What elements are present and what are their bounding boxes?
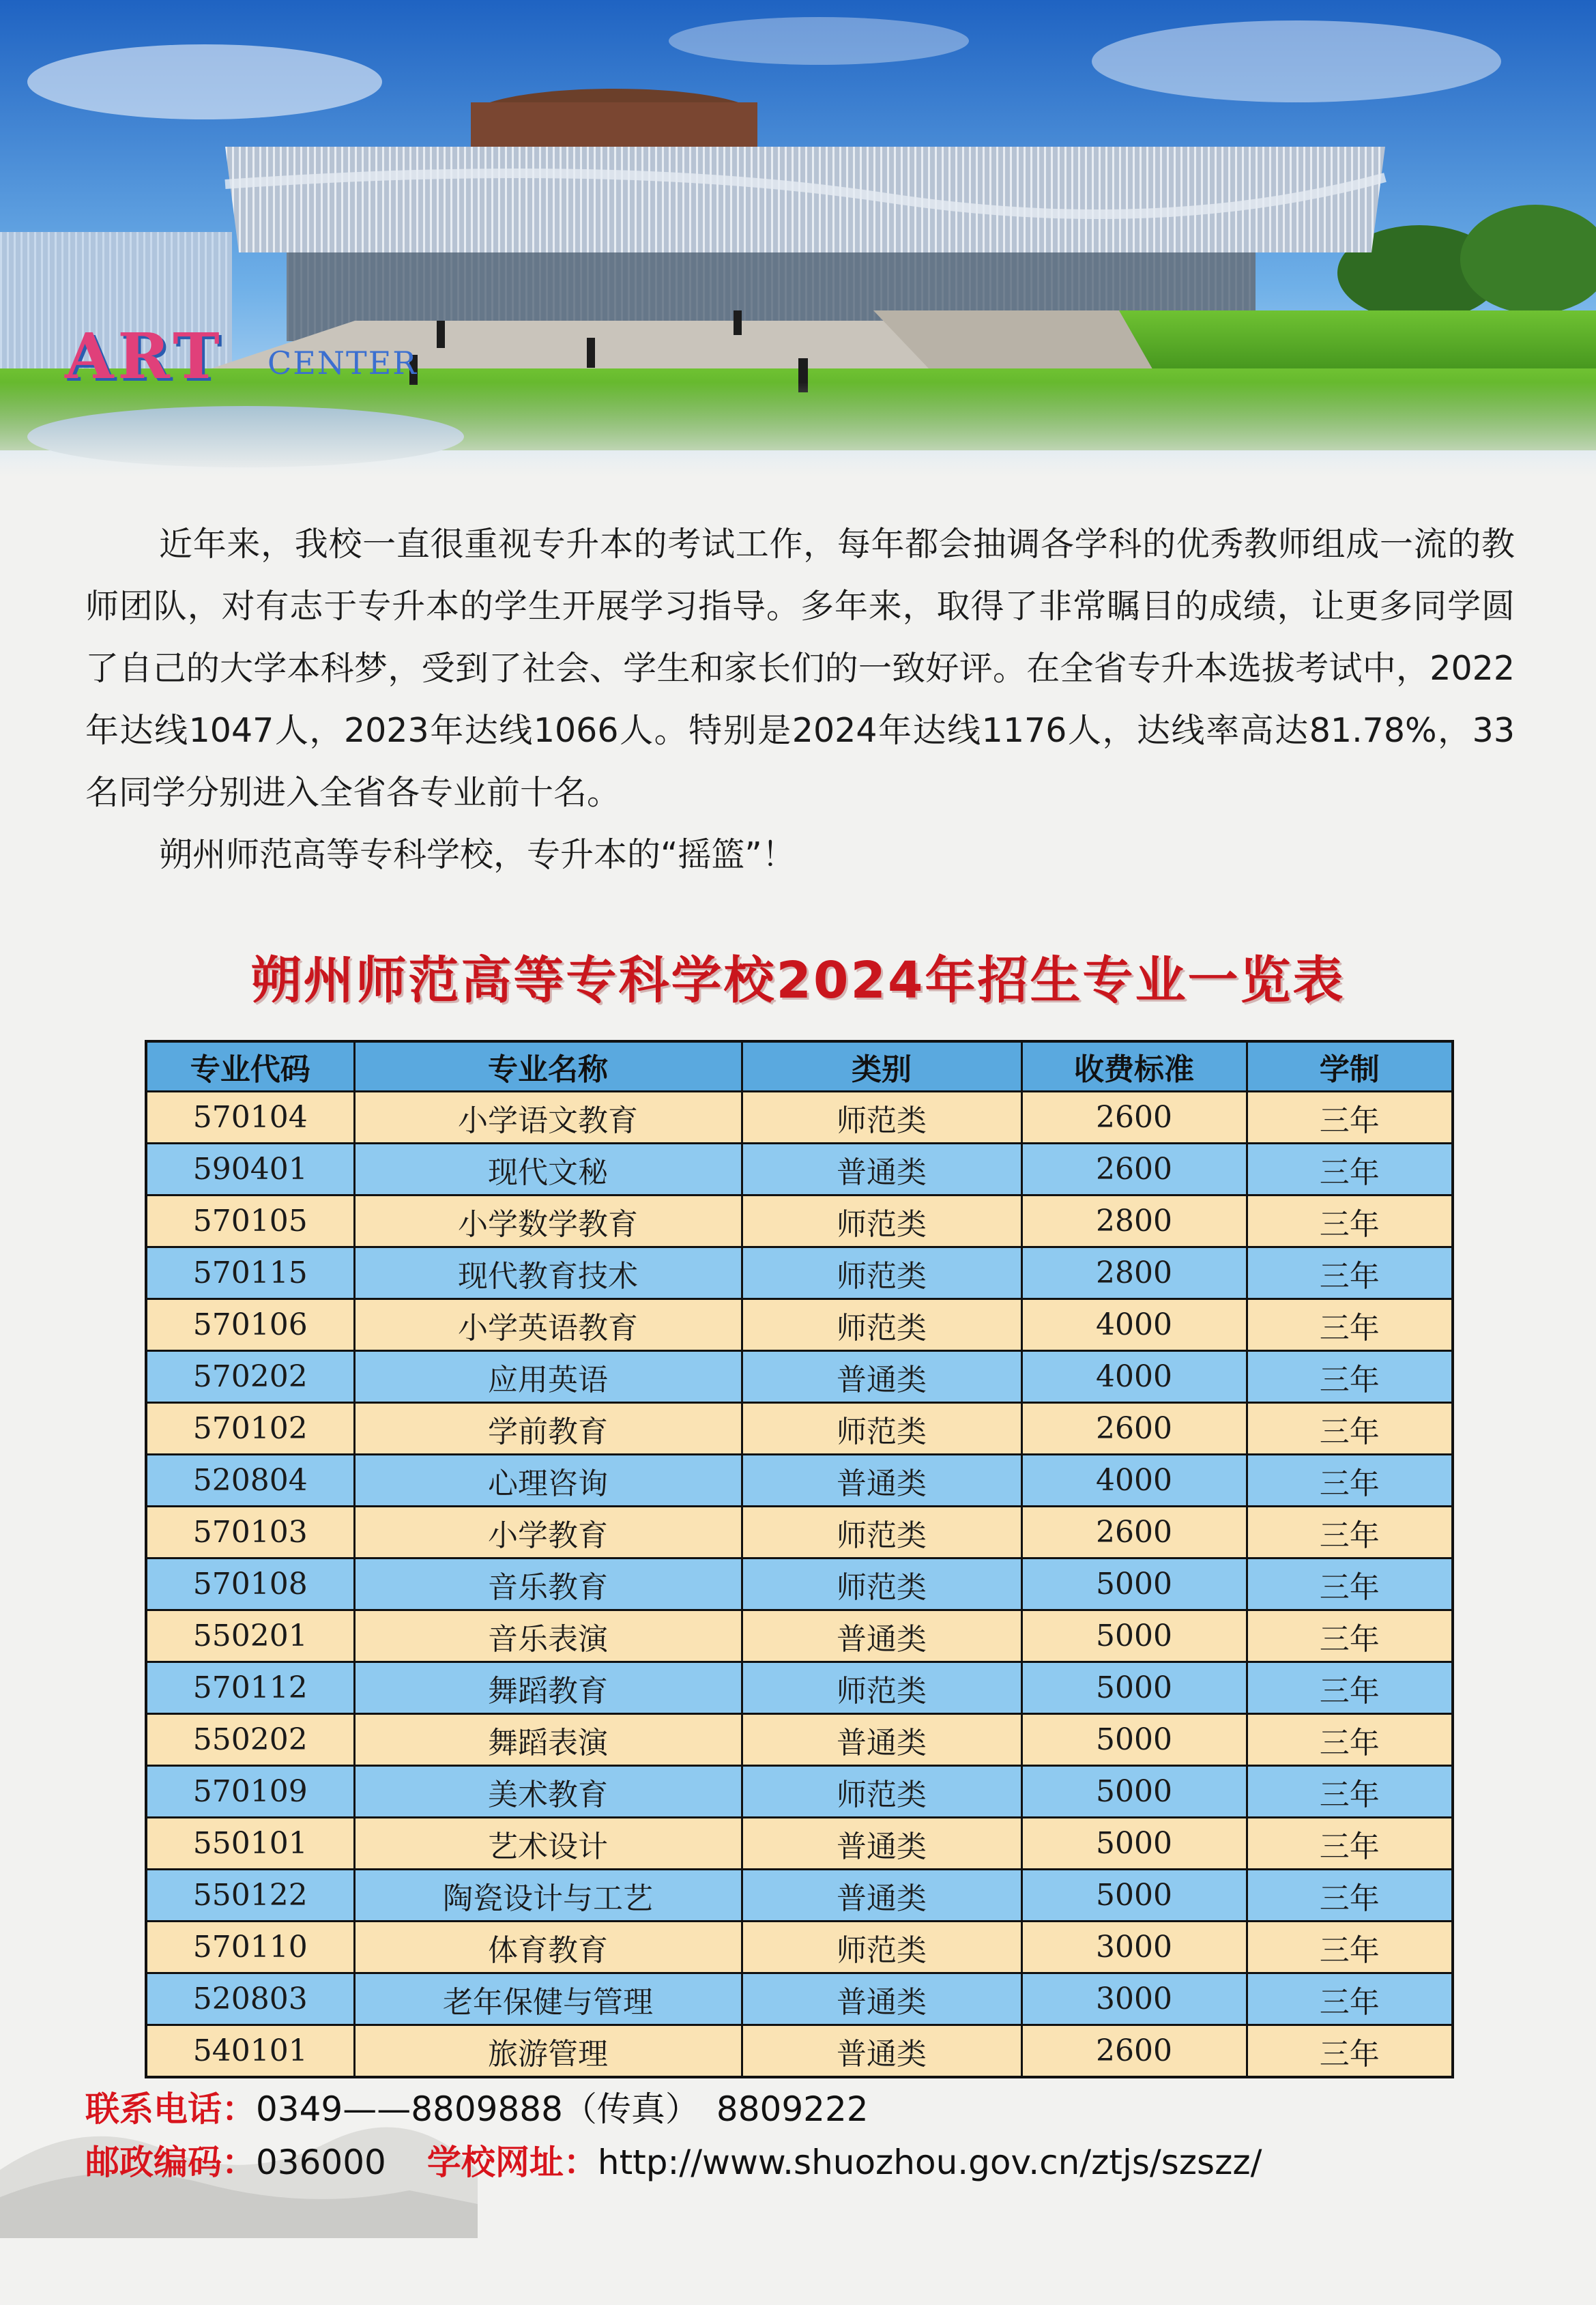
- phone-label: 联系电话：: [85, 2089, 256, 2129]
- header-major-name: 专业名称: [354, 1041, 742, 1092]
- cell-code: 570105: [146, 1195, 354, 1247]
- cell-duration: 三年: [1247, 1766, 1453, 1818]
- table-row: [146, 1559, 1453, 1610]
- cell-name: 舞蹈教育: [354, 1662, 742, 1714]
- cell-category: 师范类: [742, 1766, 1021, 1818]
- cell-code: 550202: [146, 1714, 354, 1766]
- cell-fee: 4000: [1021, 1299, 1247, 1351]
- cell-name: 舞蹈表演: [354, 1714, 742, 1766]
- intro-paragraph-2: 朔州师范高等专科学校，专升本的“摇篮”！: [159, 835, 796, 874]
- cell-code: 570106: [146, 1299, 354, 1351]
- cell-category: 师范类: [742, 1922, 1021, 1973]
- cell-category: 普通类: [742, 1455, 1021, 1507]
- cell-code: 540101: [146, 2025, 354, 2078]
- cell-name: 小学语文教育: [354, 1092, 742, 1144]
- cell-category: 师范类: [742, 1403, 1021, 1455]
- cell-code: 570115: [146, 1247, 354, 1299]
- cell-fee: 4000: [1021, 1351, 1247, 1403]
- cell-duration: 三年: [1247, 1144, 1453, 1195]
- cell-fee: 4000: [1021, 1455, 1247, 1507]
- cell-name: 旅游管理: [354, 2025, 742, 2078]
- cell-duration: 三年: [1247, 1559, 1453, 1610]
- cell-code: 570202: [146, 1351, 354, 1403]
- cell-code: 550201: [146, 1610, 354, 1662]
- cell-category: 师范类: [742, 1299, 1021, 1351]
- cell-category: 普通类: [742, 1818, 1021, 1870]
- majors-table: [145, 1040, 1454, 2078]
- table-header-row: [146, 1041, 1453, 1092]
- cell-code: 570110: [146, 1922, 354, 1973]
- art-center-sign: ART: [65, 319, 224, 393]
- cell-name: 小学教育: [354, 1507, 742, 1559]
- cell-fee: 2800: [1021, 1247, 1247, 1299]
- table-row: [146, 1973, 1453, 2025]
- hero-banner: [0, 0, 1596, 478]
- header-duration: 学制: [1247, 1041, 1453, 1092]
- cell-category: 师范类: [742, 1092, 1021, 1144]
- cell-code: 520804: [146, 1455, 354, 1507]
- cell-fee: 2600: [1021, 2025, 1247, 2078]
- cell-code: 570108: [146, 1559, 354, 1610]
- cell-fee: 5000: [1021, 1559, 1247, 1610]
- table-row: [146, 1247, 1453, 1299]
- cell-category: 普通类: [742, 1973, 1021, 2025]
- header-fee: 收费标准: [1021, 1041, 1247, 1092]
- cell-category: 普通类: [742, 1714, 1021, 1766]
- contact-footer: [85, 2083, 1262, 2189]
- cell-duration: 三年: [1247, 1455, 1453, 1507]
- cell-category: 普通类: [742, 1870, 1021, 1922]
- cell-duration: 三年: [1247, 1662, 1453, 1714]
- cell-name: 老年保健与管理: [354, 1973, 742, 2025]
- cell-name: 美术教育: [354, 1766, 742, 1818]
- table-row: [146, 1870, 1453, 1922]
- cell-category: 普通类: [742, 1351, 1021, 1403]
- phone-value: 0349——8809888（传真） 8809222: [256, 2089, 869, 2129]
- cell-code: 570104: [146, 1092, 354, 1144]
- cell-category: 普通类: [742, 2025, 1021, 2078]
- website-label: 学校网址：: [426, 2143, 598, 2182]
- table-row: [146, 1351, 1453, 1403]
- cell-category: 师范类: [742, 1662, 1021, 1714]
- cell-duration: 三年: [1247, 1092, 1453, 1144]
- cell-duration: 三年: [1247, 1351, 1453, 1403]
- cell-fee: 2600: [1021, 1507, 1247, 1559]
- cell-duration: 三年: [1247, 1610, 1453, 1662]
- cell-duration: 三年: [1247, 1973, 1453, 2025]
- website-link[interactable]: http://www.shuozhou.gov.cn/ztjs/szszz/: [597, 2143, 1262, 2182]
- cell-name: 现代文秘: [354, 1144, 742, 1195]
- postcode-value: 036000: [256, 2143, 386, 2182]
- table-row: [146, 1403, 1453, 1455]
- cell-duration: 三年: [1247, 1870, 1453, 1922]
- header-category: 类别: [742, 1041, 1021, 1092]
- cell-fee: 2600: [1021, 1092, 1247, 1144]
- cell-fee: 5000: [1021, 1818, 1247, 1870]
- cell-name: 小学英语教育: [354, 1299, 742, 1351]
- cell-duration: 三年: [1247, 1247, 1453, 1299]
- cell-name: 心理咨询: [354, 1455, 742, 1507]
- cell-duration: 三年: [1247, 1714, 1453, 1766]
- cell-fee: 5000: [1021, 1870, 1247, 1922]
- cell-category: 师范类: [742, 1559, 1021, 1610]
- table-row: [146, 1714, 1453, 1766]
- intro-paragraph-1: 近年来，我校一直很重视专升本的考试工作，每年都会抽调各学科的优秀教师组成一流的教师团队，对有志于专升本的学生开展学习指导。多年来，取得了非常瞩目的成绩，让更多同学圆了自己的大学本科梦，受到了社会、学生和家长们的一致好评。在全省专升本选拔考试中，2022年达线1047人，2023年达线1066人。特别是2024年达线1176人，达线率高达81.78%，33名同学分别进入全省各专业前十名。: [85, 525, 1515, 812]
- cell-fee: 5000: [1021, 1766, 1247, 1818]
- cell-fee: 3000: [1021, 1922, 1247, 1973]
- art-center-sign-sub: CENTER: [267, 345, 418, 381]
- table-title: 朔州师范高等专科学校2024年招生专业一览表: [250, 951, 1346, 1010]
- postcode-label: 邮政编码：: [85, 2143, 256, 2182]
- cell-name: 小学数学教育: [354, 1195, 742, 1247]
- cell-category: 师范类: [742, 1195, 1021, 1247]
- cell-duration: 三年: [1247, 1818, 1453, 1870]
- table-row: [146, 1195, 1453, 1247]
- table-row: [146, 1092, 1453, 1144]
- table-row: [146, 1507, 1453, 1559]
- cell-code: 520803: [146, 1973, 354, 2025]
- cell-code: 570109: [146, 1766, 354, 1818]
- cell-code: 590401: [146, 1144, 354, 1195]
- header-major-code: 专业代码: [146, 1041, 354, 1092]
- cell-fee: 2600: [1021, 1403, 1247, 1455]
- table-row: [146, 1144, 1453, 1195]
- cell-name: 音乐表演: [354, 1610, 742, 1662]
- cell-name: 陶瓷设计与工艺: [354, 1870, 742, 1922]
- cell-fee: 2800: [1021, 1195, 1247, 1247]
- cell-name: 学前教育: [354, 1403, 742, 1455]
- cell-duration: 三年: [1247, 1299, 1453, 1351]
- cell-fee: 2600: [1021, 1144, 1247, 1195]
- table-row: [146, 1455, 1453, 1507]
- cell-category: 普通类: [742, 1144, 1021, 1195]
- cell-duration: 三年: [1247, 1195, 1453, 1247]
- intro-text: [85, 513, 1515, 886]
- cell-name: 应用英语: [354, 1351, 742, 1403]
- cell-name: 体育教育: [354, 1922, 742, 1973]
- cell-duration: 三年: [1247, 2025, 1453, 2078]
- cell-category: 师范类: [742, 1507, 1021, 1559]
- table-row: [146, 1299, 1453, 1351]
- cell-name: 艺术设计: [354, 1818, 742, 1870]
- cell-name: 音乐教育: [354, 1559, 742, 1610]
- table-row: [146, 1922, 1453, 1973]
- table-row: [146, 1766, 1453, 1818]
- cell-name: 现代教育技术: [354, 1247, 742, 1299]
- table-row: [146, 1610, 1453, 1662]
- cell-category: 师范类: [742, 1247, 1021, 1299]
- cell-category: 普通类: [742, 1610, 1021, 1662]
- cell-code: 570103: [146, 1507, 354, 1559]
- cell-code: 550122: [146, 1870, 354, 1922]
- cell-code: 570112: [146, 1662, 354, 1714]
- table-row: [146, 1662, 1453, 1714]
- cell-code: 570102: [146, 1403, 354, 1455]
- postcode-website-row: [85, 2136, 1262, 2189]
- art-center-illustration: [0, 0, 1596, 478]
- cell-duration: 三年: [1247, 1403, 1453, 1455]
- phone-row: [85, 2083, 1262, 2136]
- cell-fee: 5000: [1021, 1610, 1247, 1662]
- cell-duration: 三年: [1247, 1922, 1453, 1973]
- cell-duration: 三年: [1247, 1507, 1453, 1559]
- cell-fee: 3000: [1021, 1973, 1247, 2025]
- cell-fee: 5000: [1021, 1662, 1247, 1714]
- cell-fee: 5000: [1021, 1714, 1247, 1766]
- cell-code: 550101: [146, 1818, 354, 1870]
- table-row: [146, 1818, 1453, 1870]
